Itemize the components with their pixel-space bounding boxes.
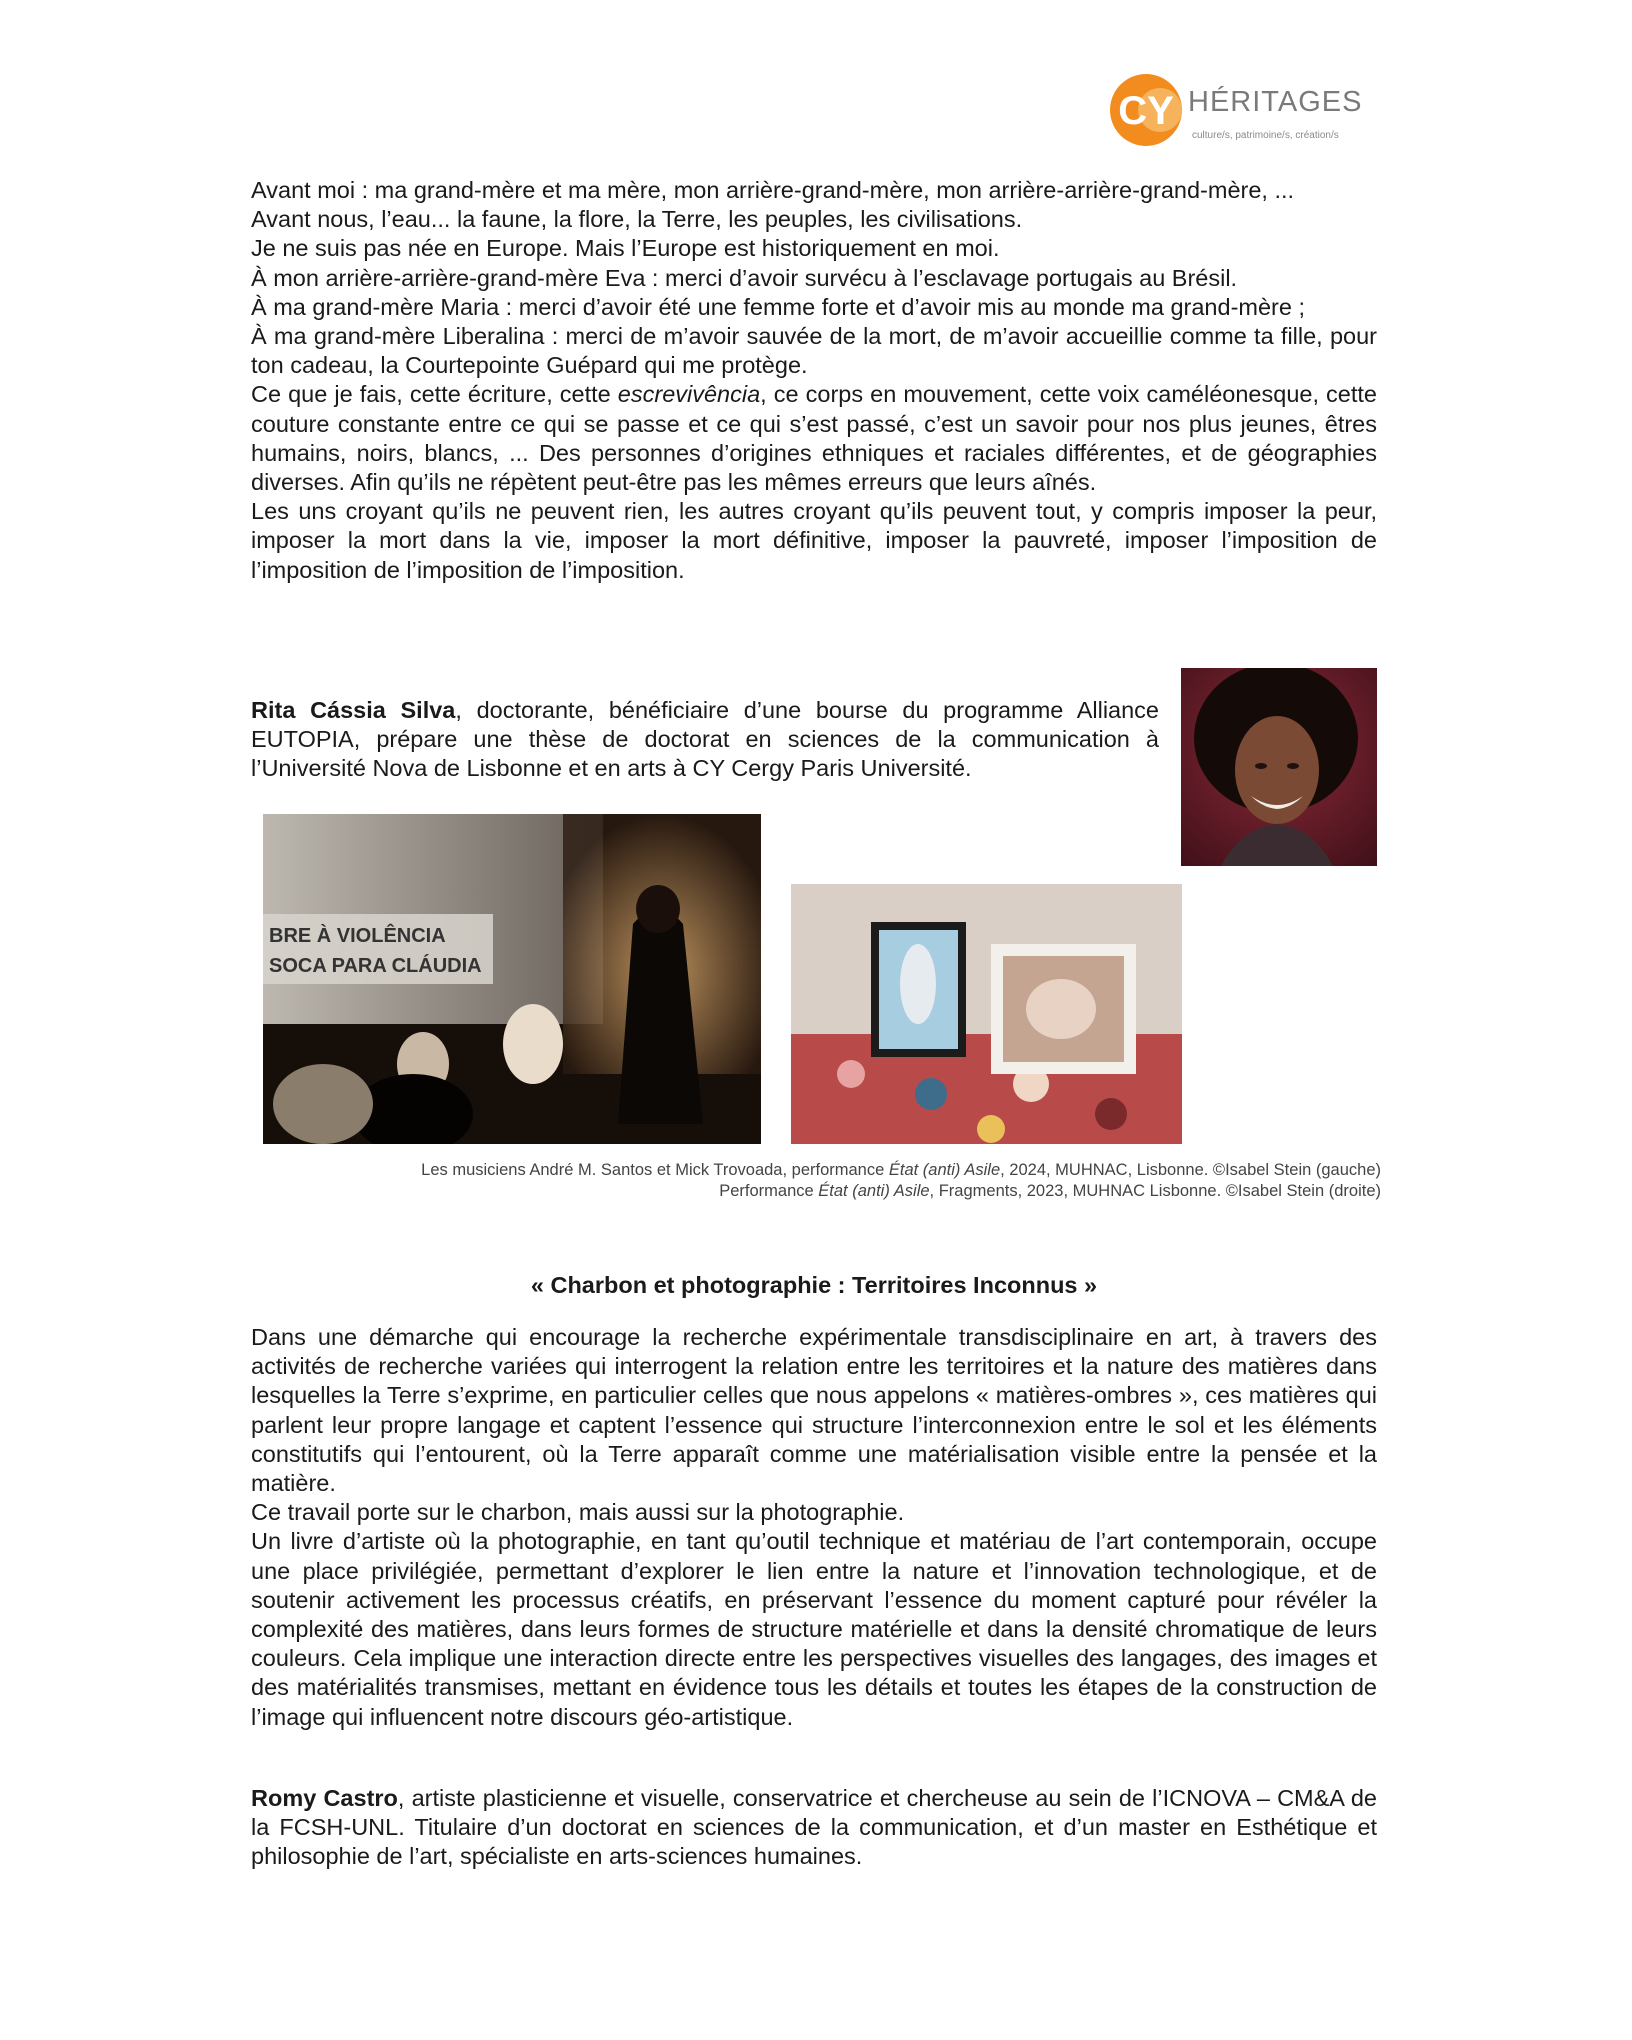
cy-logo-mark-icon bbox=[1110, 62, 1188, 152]
logo-tagline: culture/s, patrimoine/s, création/s bbox=[1192, 130, 1339, 141]
intro-text bbox=[251, 176, 1377, 585]
section-2-paragraph-3: Un livre d’artiste où la photographie, en tant qu’outil technique et matériau de l’art contemporain, occupe une place privilégiée, permettant d’explorer le lien entre la nature et l’innovation technologique, et de soutenir activement les processus créatifs, en préservant l’essence du moment capturé pour révéler la complexité des matières, dans leurs formes de structure matérielle et dans la densité chromatique de leurs couleurs. Cela implique une interaction directe entre les perspectives visuelles des langages, des images et des matérialités transmises, mettant en évidence tous les détails et toutes les étapes de la construction de l’image qui influencent notre discours géo-artistique. bbox=[251, 1528, 1377, 1730]
caption-line-1 bbox=[281, 1160, 1381, 1181]
intro-paragraph-7 bbox=[251, 380, 1377, 497]
cy-heritages-logo bbox=[1110, 62, 1390, 162]
stage-banner-line-2: SOCA PARA CLÁUDIA bbox=[269, 955, 482, 977]
logo-name: HÉRITAGES bbox=[1188, 86, 1363, 118]
intro-paragraph-1: Avant moi : ma grand-mère et ma mère, mon arrière-grand-mère, mon arrière-arrière-grand-mère, ... bbox=[251, 177, 1295, 203]
bio1-text: , doctorante, bénéficiaire d’une bourse du programme Alliance EUTOPIA, prépare une thèse de doctorat en sciences de la communication à l’Université Nova de Lisbonne et en arts à CY Cergy Paris Université. bbox=[251, 697, 1160, 782]
bio1-name: Rita Cássia Silva bbox=[251, 697, 456, 723]
caption-line-2-after: , Fragments, 2023, MUHNAC Lisbonne. ©Isabel Stein (droite) bbox=[929, 1182, 1381, 1200]
bio2-text: , artiste plasticienne et visuelle, conservatrice et chercheuse au sein de l’ICNOVA – CM&A de la FCSH-UNL. Titulaire d’un doctorat en sciences de la communication, et d’un master en Esthétique et philosophie de l’art, spécialiste en arts-sciences humaines. bbox=[251, 1785, 1377, 1870]
p7-after: , ce corps en mouvement, cette voix caméléonesque, cette couture constante entre ce qui se passe et ce qui s’est passé, c’est un savoir pour nos plus jeunes, êtres humains, noirs, blancs, ... Des personnes d’origines ethniques et raciales différentes, et de géographies diverses. Afin qu’ils ne répètent peut-être pas les mêmes erreurs que leurs aînés. bbox=[251, 381, 1377, 496]
intro-paragraph-2: Avant nous, l’eau... la faune, la flore, la Terre, les peuples, les civilisations. bbox=[251, 206, 1023, 233]
logo-mark-text: CY bbox=[1118, 89, 1174, 133]
intro-paragraph-8: Les uns croyant qu’ils ne peuvent rien, les autres croyant qu’ils peuvent tout, y compris imposer la peur, imposer la mort dans la vie, imposer la mort définitive, imposer la pauvreté, imposer l’imposition de l’imposition de l’imposition de l’imposition. bbox=[251, 498, 1377, 583]
caption-line-1-after: , 2024, MUHNAC, Lisbonne. ©Isabel Stein (gauche) bbox=[1000, 1161, 1381, 1179]
bio-rita-cassia-silva bbox=[251, 696, 1159, 784]
section-2-paragraph-2: Ce travail porte sur le charbon, mais aussi sur la photographie. bbox=[251, 1499, 905, 1526]
performance-stage-photo bbox=[263, 814, 761, 1144]
intro-paragraph-4: À mon arrière-arrière-grand-mère Eva : merci d’avoir survécu à l’esclavage portugais au Brésil. bbox=[251, 264, 1238, 291]
p7-before: Ce que je fais, cette écriture, cette bbox=[251, 381, 618, 408]
intro-paragraph-5: À ma grand-mère Maria : merci d’avoir été une femme forte et d’avoir mis au monde ma grand-mère ; bbox=[251, 293, 1306, 320]
intro-paragraph-6: À ma grand-mère Liberalina : merci de m’avoir sauvée de la mort, de m’avoir accueillie comme ta fille, pour ton cadeau, la Courtepointe Guépard qui me protège. bbox=[251, 323, 1377, 379]
caption-line-2 bbox=[281, 1181, 1381, 1202]
bio2-name: Romy Castro bbox=[251, 1785, 398, 1811]
bio-romy-castro bbox=[251, 1784, 1377, 1872]
caption-line-2-before: Performance bbox=[719, 1182, 819, 1200]
caption-line-2-italic: État (anti) Asile bbox=[818, 1182, 930, 1200]
stage-banner-line-1: BRE À VIOLÊNCIA bbox=[269, 925, 446, 947]
portrait-photo bbox=[1181, 668, 1377, 866]
installation-fragments-photo bbox=[791, 884, 1182, 1144]
section-2-text bbox=[251, 1323, 1377, 1732]
intro-paragraph-3: Je ne suis pas née en Europe. Mais l’Europe est historiquement en moi. bbox=[251, 235, 1000, 262]
caption-line-1-before: Les musiciens André M. Santos et Mick Trovoada, performance bbox=[421, 1161, 889, 1179]
caption-line-1-italic: État (anti) Asile bbox=[888, 1161, 1001, 1179]
section-heading: « Charbon et photographie : Territoires Inconnus » bbox=[530, 1272, 1098, 1298]
p7-italic: escrevivência bbox=[617, 381, 761, 408]
section-2-paragraph-1: Dans une démarche qui encourage la recherche expérimentale transdisciplinaire en art, à travers des activités de recherche variées qui interrogent la relation entre les territoires et la nature des matières dans lesquelles la Terre s’exprime, en particulier celles que nous appelons « matières-ombres », ces matières qui parlent leur propre langage et captent l’essence qui structure l’interconnexion entre le sol et les éléments constitutifs qui l’entourent, où la Terre apparaît comme une matérialisation visible entre la pensée et la matière. bbox=[251, 1324, 1377, 1497]
photo-caption bbox=[281, 1160, 1381, 1202]
